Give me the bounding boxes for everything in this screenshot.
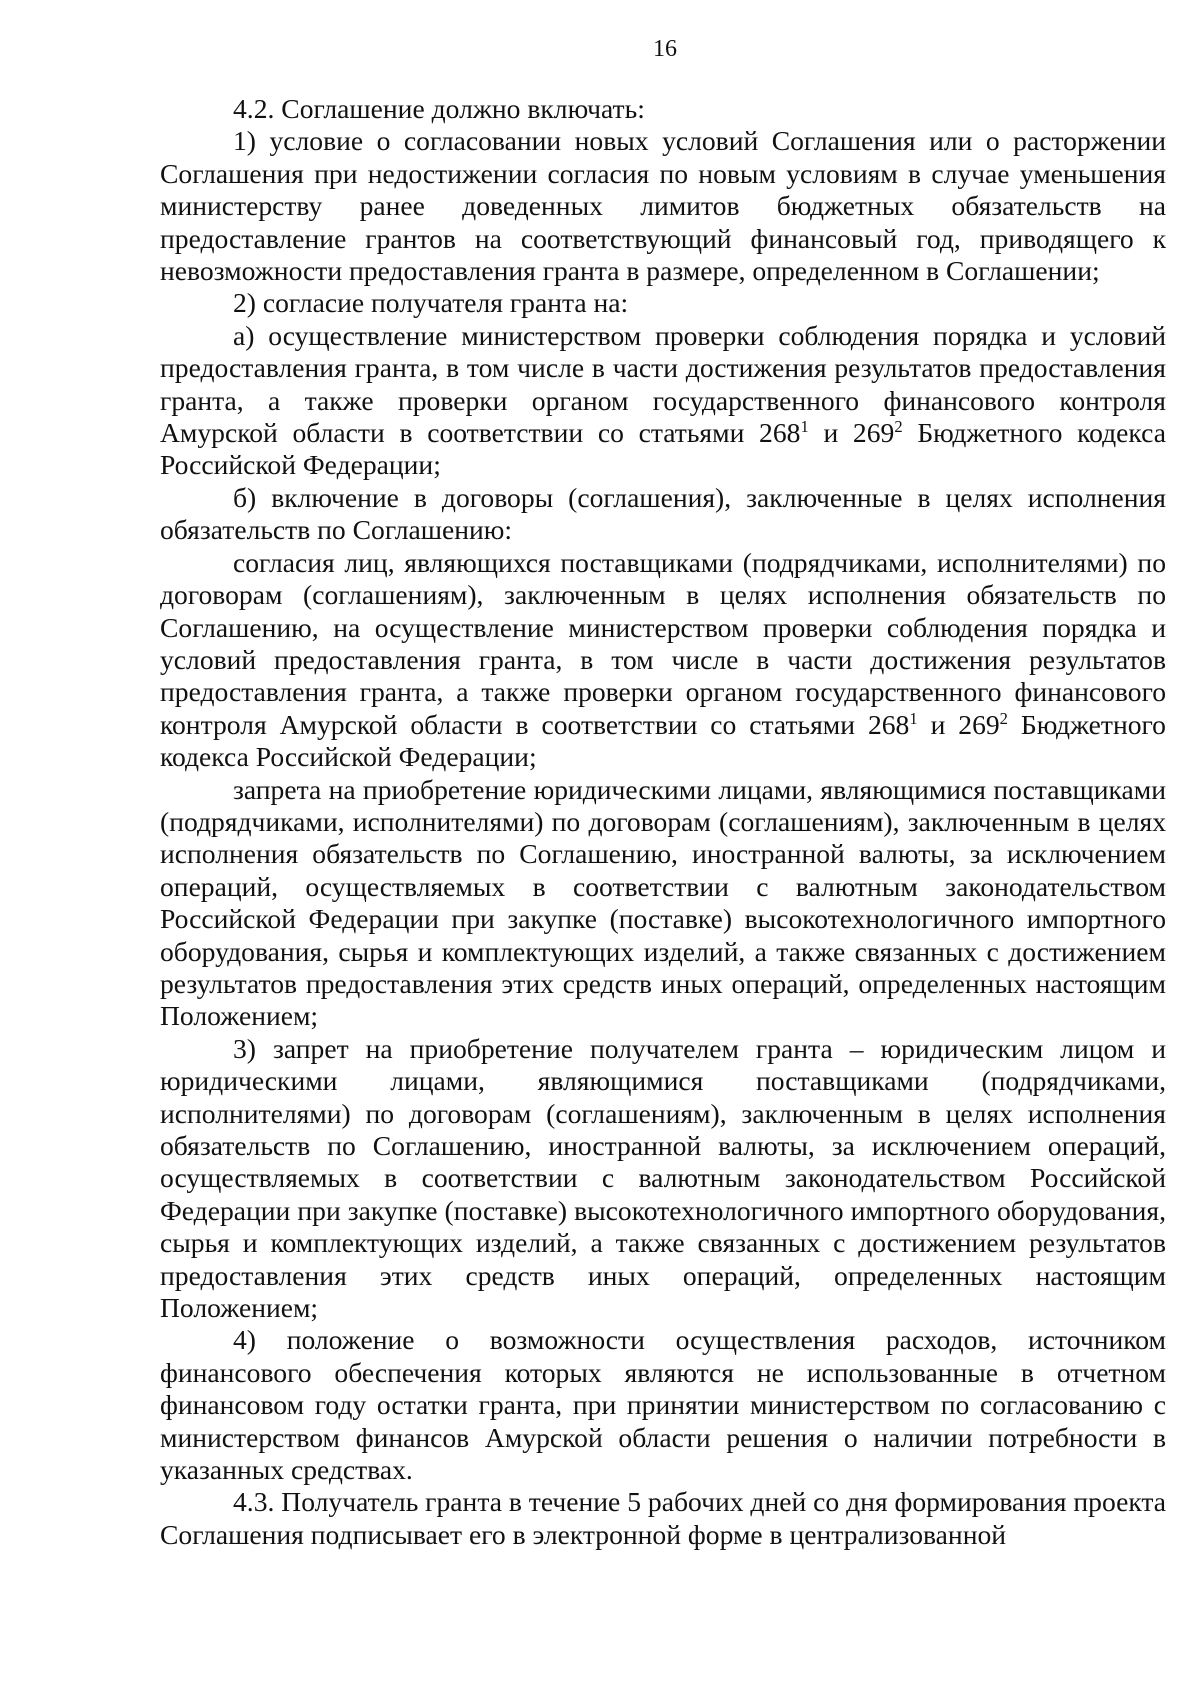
page-number: 16 — [653, 36, 677, 62]
paragraph-p-4-3: 4.3. Получатель гранта в течение 5 рабочих дней со дня формирования проекта Соглашения подписывает его в электронной форме в централизованной — [160, 1486, 1167, 1550]
paragraph-p-1: 1) условие о согласовании новых условий Соглашения или о расторжении Соглашения при недостижении согласия по новым условиям в случае уменьшения министерству ранее доведенных лимитов бюджетных обязательств на предоставление грантов на соответствующий финансовый год, приводящего к невозможности предоставления гранта в размере, определенном в Соглашении; — [160, 125, 1166, 287]
paragraph-p-3: 3) запрет на приобретение получателем гранта – юридическим лицом и юридическими лицами, являющимися поставщиками (подрядчиками, исполнителями) по договорам (соглашениям), заключенным в целях исполнения обязательств по Соглашению, иностранной валюты, за исключением операций, осуществляемых в соответствии с валютным законодательством Российской Федерации при закупке (поставке) высокотехнологичного импортного оборудования, сырья и комплектующих изделий, а также связанных с достижением результатов предоставления этих средств иных операций, определенных настоящим Положением; — [160, 1032, 1166, 1324]
paragraph-p-2b-2: запрета на приобретение юридическими лицами, являющимися поставщиками (подрядчиками, исполнителями) по договорам (соглашениям), заключенным в целях исполнения обязательств по Соглашению, иностранной валюты, за исключением операций, осуществляемых в соответствии с валютным законодательством Российской Федерации при закупке (поставке) высокотехнологичного импортного оборудования, сырья и комплектующих изделий, а также связанных с достижением результатов предоставления этих средств иных операций, определенных настоящим Положением; — [160, 773, 1166, 1032]
paragraph-p-4-2: 4.2. Соглашение должно включать: — [233, 93, 645, 124]
paragraph-p-4: 4) положение о возможности осуществления расходов, источником финансового обеспечения которых являются не использованные в отчетном финансовом году остатки гранта, при принятии министерством по согласованию с министерством финансов Амурской области решения о наличии потребности в указанных средствах. — [160, 1324, 1166, 1486]
paragraph-p-2: 2) согласие получателя гранта на: — [233, 287, 629, 319]
paragraph-p-2b: б) включение в договоры (соглашения), заключенные в целях исполнения обязательств по Соглашению: — [160, 481, 1166, 546]
paragraph-p-2a: а) осуществление министерством проверки соблюдения порядка и условий предоставления гранта, в том числе в части достижения результатов предоставления гранта, а также проверки органом государственного финансового контроля Амурской области в соответствии со статьями $268^1$ и $269^2$ Бюджетного кодекса Российской Федерации; — [160, 319, 1166, 481]
document-body — [160, 93, 1166, 1551]
paragraph-p-2b-1: согласия лиц, являющихся поставщиками (подрядчиками, исполнителями) по договорам (соглашениям), заключенным в целях исполнения обязательств по Соглашению, на осуществление министерством проверки соблюдения порядка и условий предоставления гранта, в том числе в части достижения результатов предоставления гранта, а также проверки органом государственного финансового контроля Амурской области в соответствии со статьями $268^1$ и $269^2$ Бюджетного кодекса Российской Федерации; — [160, 546, 1166, 773]
